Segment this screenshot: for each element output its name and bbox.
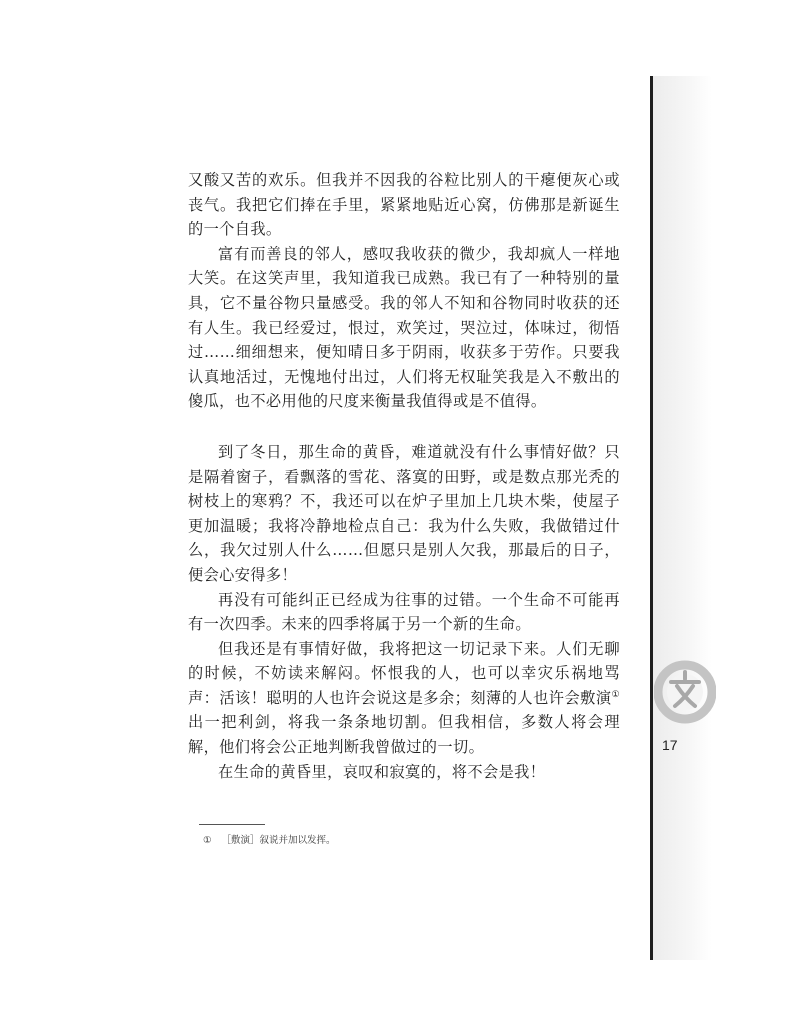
paragraph-4: 再没有可能纠正已经成为往事的过错。一个生命不可能再有一次四季。未来的四季将属于另一个新的生命。 [188, 590, 620, 634]
paragraph-5-text-after: 出一把利剑，将我一条条地切割。但我相信，多数人将会理解，他们将会公正地判断我曾做过的一切。 [188, 713, 620, 757]
margin-shade [652, 76, 712, 960]
footnote-text: ［敷演］叙说并加以发挥。 [221, 835, 336, 846]
paragraph-2: 富有而善良的邻人，感叹我收获的微少，我却疯人一样地大笑。在这笑声里，我知道我已成熟。我已有了一种特别的量具，它不量谷物只量感受。我的邻人不知和谷物同时收获的还有人生。我已经爱过，恨过，欢笑过，哭泣过，体味过，彻悟过……细细想来，便知晴日多于阴雨，收获多于劳作。只要我认真地活过，无愧地付出过，人们将无权耻笑我是入不敷出的傻瓜，也不必用他的尺度来衡量我值得或是不值得。 [188, 244, 620, 411]
footnote [203, 834, 336, 848]
footnote-reference-mark[interactable]: ① [611, 689, 620, 700]
page-number: 17 [662, 737, 678, 753]
text-column [188, 168, 620, 784]
paragraph-3: 到了冬日，那生命的黄昏，难道就没有什么事情好做？只是隔着窗子，看飘落的雪花、落寞的田野，或是数点那光秃的树枝上的寒鸦？不，我还可以在炉子里加上几块木柴，使屋子更加温暖；我将冷静地检点自己：我为什么失败，我做错过什么，我欠过别人什么……但愿只是别人欠我，那最后的日子，便会心安得多！ [188, 442, 620, 584]
footnote-divider [199, 824, 265, 825]
paragraph-1: 又酸又苦的欢乐。但我并不因我的谷粒比别人的干瘪便灰心或丧气。我把它们捧在手里，紧紧地贴近心窝，仿佛那是新诞生的一个自我。 [188, 171, 620, 239]
paragraph-5 [188, 637, 620, 760]
footnote-number: ① [203, 835, 212, 846]
paragraph-5-text-before: 但我还是有事情好做，我将把这一切记录下来。人们无聊的时候，不妨读来解闷。怀恨我的人，也可以幸灾乐祸地骂声：活该！聪明的人也许会说这是多余；刻薄的人也许会敷演 [188, 639, 620, 707]
section-gap [188, 414, 620, 440]
wen-character-emblem-icon [654, 656, 716, 728]
paragraph-6: 在生命的黄昏里，哀叹和寂寞的，将不会是我！ [218, 762, 546, 781]
margin-rule [650, 76, 653, 960]
